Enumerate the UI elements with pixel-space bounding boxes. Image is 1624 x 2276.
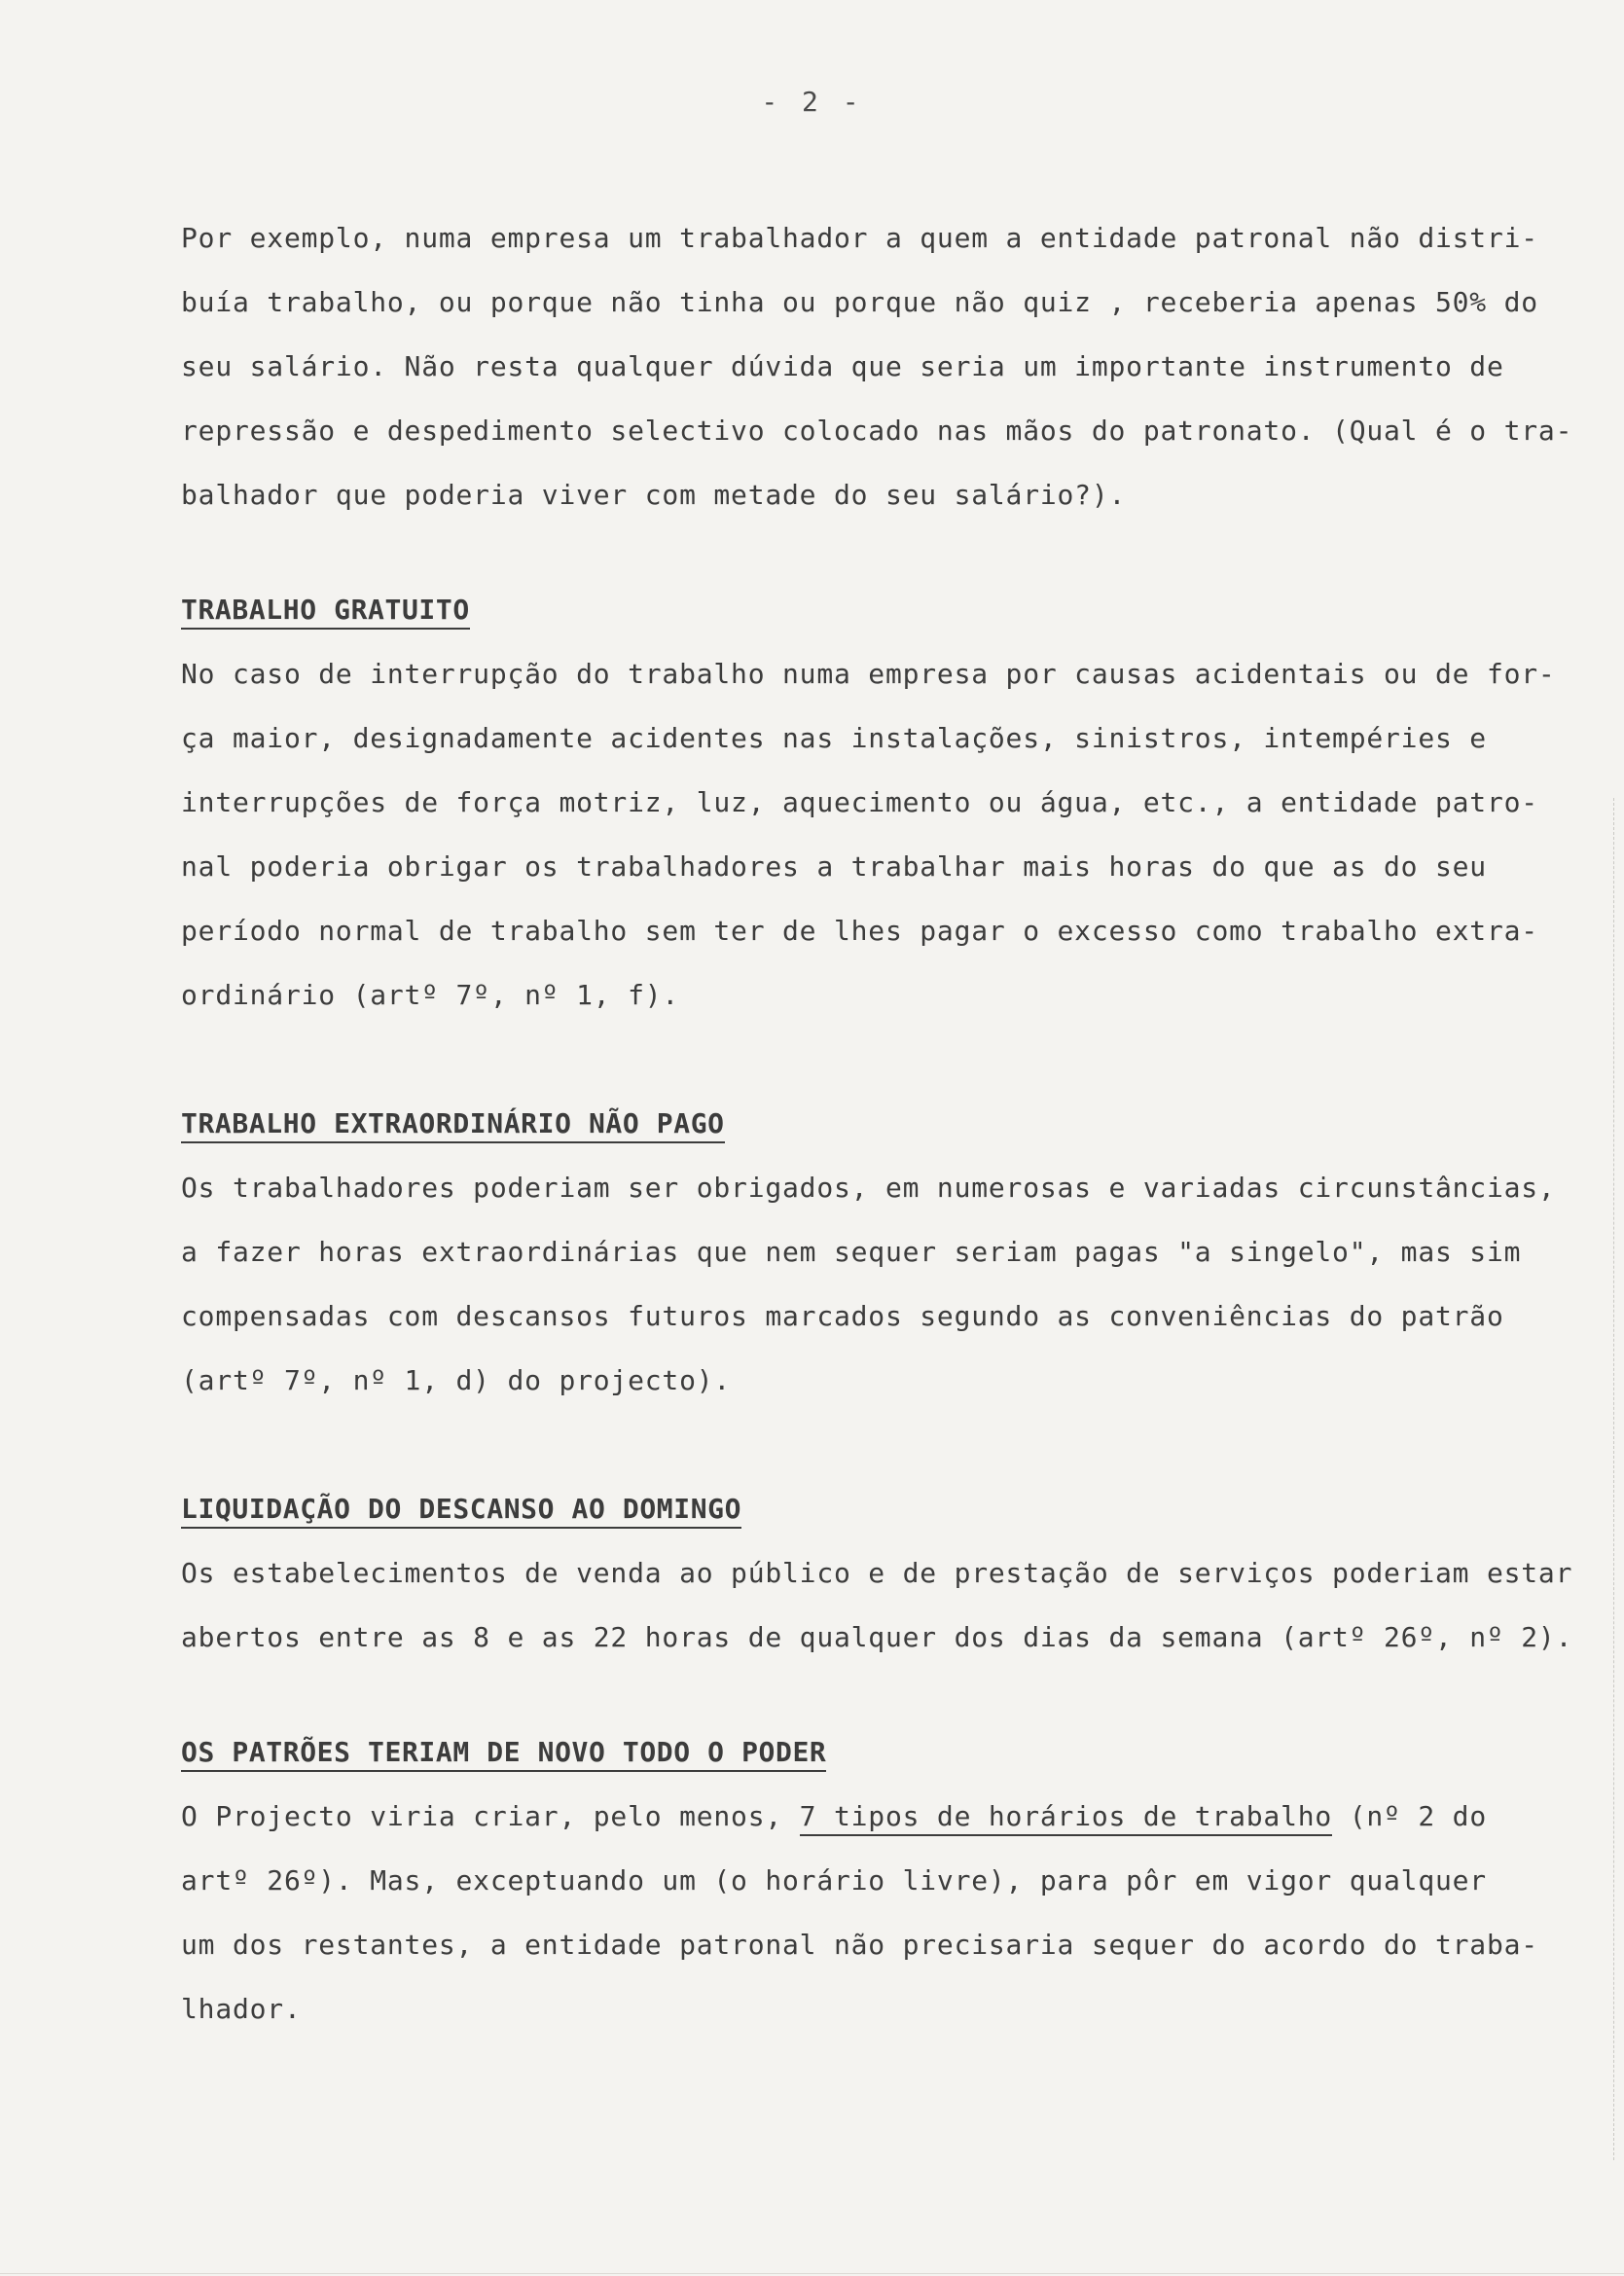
section-heading-trabalho-extraordinario: TRABALHO EXTRAORDINÁRIO NÃO PAGO <box>181 1092 1504 1156</box>
section-heading-trabalho-gratuito: TRABALHO GRATUITO <box>181 578 1504 642</box>
section-paragraph-patroes-poder <box>181 1785 1538 2041</box>
section-paragraph-trabalho-gratuito <box>181 642 1556 1028</box>
text-line: a fazer horas extraordinárias que nem sequer seriam pagas "a singelo", mas sim <box>181 1236 1522 1268</box>
text-line: período normal de trabalho sem ter de lhes pagar o excesso como trabalho extra- <box>181 915 1538 947</box>
text-line: interrupções de força motriz, luz, aquecimento ou água, etc., a entidade patro- <box>181 786 1538 818</box>
margin-rule <box>1612 798 1614 2160</box>
text-line: Os estabelecimentos de venda ao público e de prestação de serviços poderiam estar <box>181 1557 1573 1589</box>
text-line: um dos restantes, a entidade patronal não precisaria sequer do acordo do traba- <box>181 1929 1538 1961</box>
text-line: seu salário. Não resta qualquer dúvida que seria um importante instrumento de <box>181 350 1504 382</box>
text-line: ordinário (artº 7º, nº 1, f). <box>181 979 680 1011</box>
text-line: buía trabalho, ou porque não tinha ou porque não quiz , receberia apenas 50% do <box>181 286 1538 318</box>
text-line: ça maior, designadamente acidentes nas instalações, sinistros, intempéries e <box>181 722 1487 754</box>
text-line: nal poderia obrigar os trabalhadores a trabalhar mais horas do que as do seu <box>181 850 1487 883</box>
page-number: - 2 - <box>761 86 863 118</box>
text-line: No caso de interrupção do trabalho numa empresa por causas acidentais ou de for- <box>181 658 1556 690</box>
section-heading-descanso-domingo: LIQUIDAÇÃO DO DESCANSO AO DOMINGO <box>181 1477 1504 1541</box>
underlined-phrase: 7 tipos de horários de trabalho <box>800 1800 1332 1836</box>
text-line: artº 26º). Mas, exceptuando um (o horário livre), para pôr em vigor qualquer <box>181 1864 1487 1897</box>
page-bottom-edge <box>0 2273 1624 2274</box>
document-body <box>181 206 1573 2041</box>
intro-paragraph <box>181 206 1573 527</box>
text-line: abertos entre as 8 e as 22 horas de qualquer dos dias da semana (artº 26º, nº 2). <box>181 1621 1573 1653</box>
text-line: Por exemplo, numa empresa um trabalhador a quem a entidade patronal não distri- <box>181 222 1538 254</box>
section-paragraph-descanso-domingo <box>181 1541 1573 1670</box>
section-heading-patroes-poder: OS PATRÕES TERIAM DE NOVO TODO O PODER <box>181 1720 1504 1785</box>
text-line: repressão e despedimento selectivo colocado nas mãos do patronato. (Qual é o tra- <box>181 415 1573 447</box>
text-line: O Projecto viria criar, pelo menos, 7 tipos de horários de trabalho (nº 2 do <box>181 1785 1504 1849</box>
text-line: lhador. <box>181 1993 302 2025</box>
text-line: Os trabalhadores poderiam ser obrigados, em numerosas e variadas circunstâncias, <box>181 1172 1556 1204</box>
text-line: (artº 7º, nº 1, d) do projecto). <box>181 1364 732 1396</box>
section-paragraph-trabalho-extraordinario <box>181 1156 1556 1413</box>
text-line: compensadas com descansos futuros marcados segundo as conveniências do patrão <box>181 1300 1504 1332</box>
text-line: balhador que poderia viver com metade do seu salário?). <box>181 479 1127 511</box>
